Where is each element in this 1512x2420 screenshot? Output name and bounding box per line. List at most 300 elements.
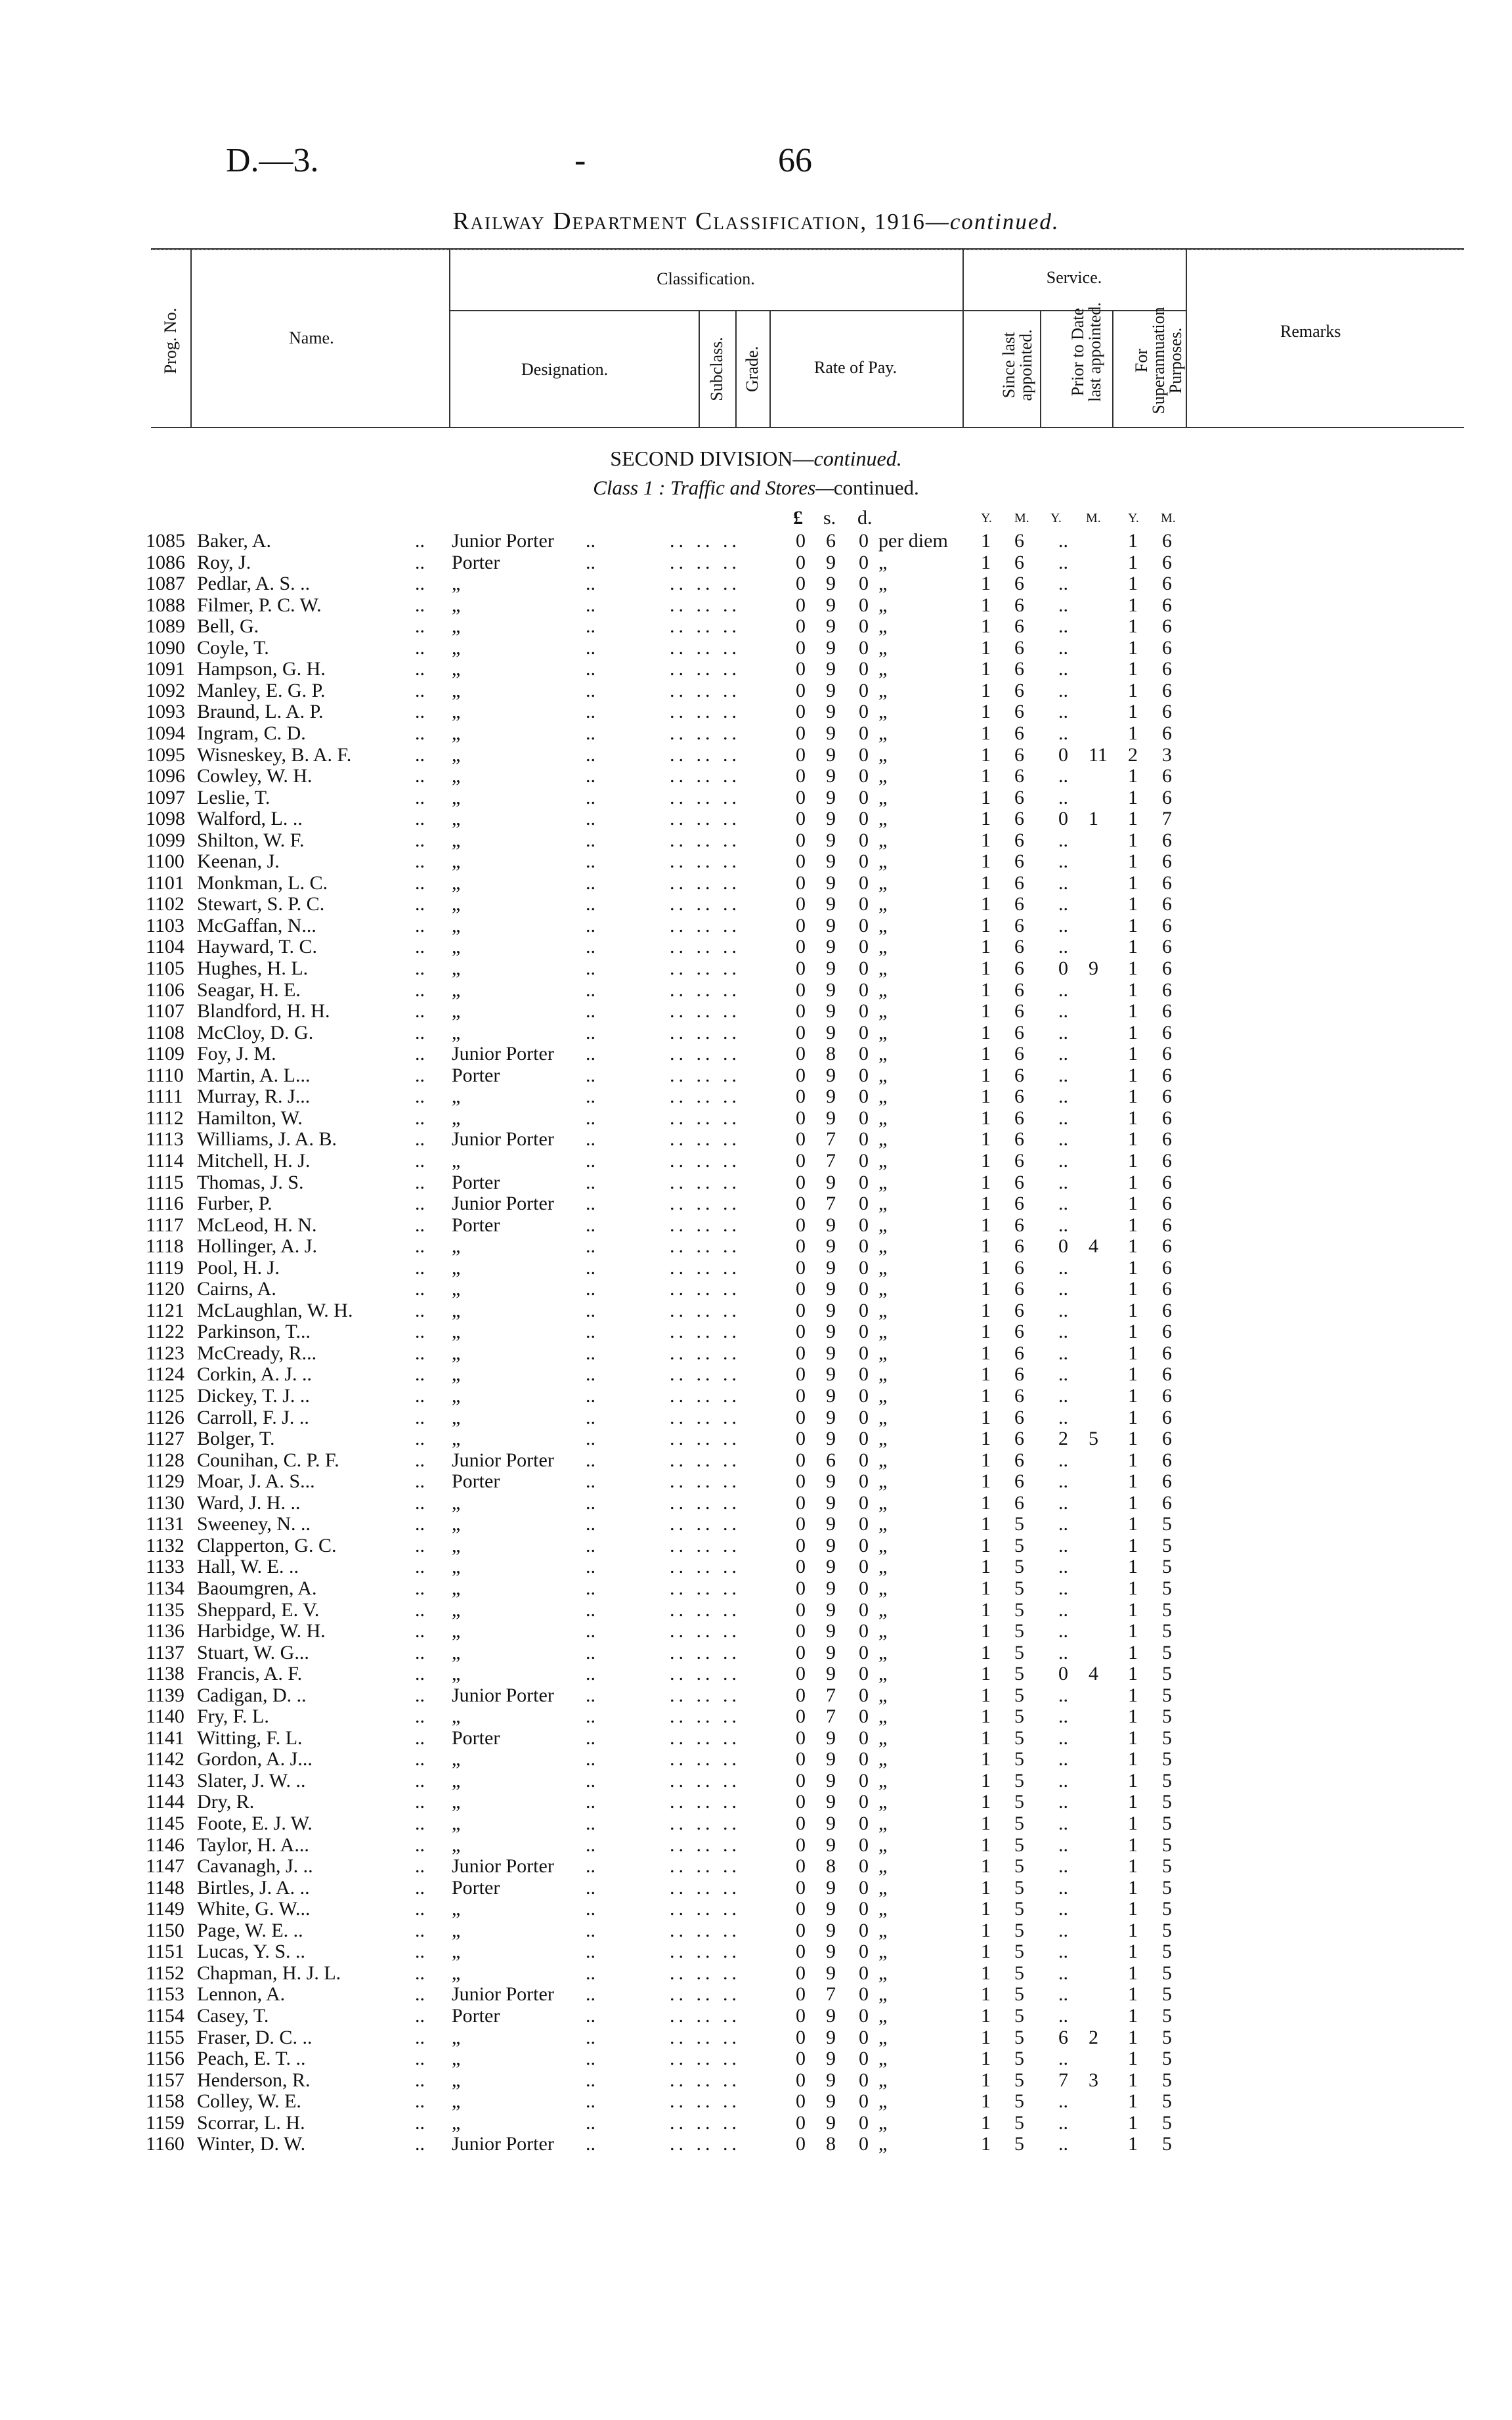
table-row	[0, 701, 1512, 723]
super-years: 1	[1128, 1641, 1138, 1663]
super-months: 5	[1162, 1684, 1172, 1706]
pay-pence: 0	[859, 829, 869, 851]
since-years: 1	[981, 1086, 991, 1108]
since-years: 1	[981, 893, 991, 915]
table-row	[0, 573, 1512, 595]
pay-pence: 0	[859, 1321, 869, 1343]
super-years: 1	[1128, 1406, 1138, 1428]
since-years: 1	[981, 2090, 991, 2113]
leader-dots: ..	[415, 1363, 425, 1386]
since-months: 6	[1014, 1021, 1024, 1044]
pay-pence: 0	[859, 1727, 869, 1749]
pay-pounds: 0	[796, 808, 806, 830]
leader-dots: ..	[586, 1193, 595, 1215]
since-years: 1	[981, 1385, 991, 1407]
pay-pounds: 0	[796, 936, 806, 958]
prior-years: ..	[1058, 1684, 1068, 1706]
super-months: 5	[1162, 1513, 1172, 1535]
page-title-year: , 1916—	[860, 209, 950, 234]
prior-years: ..	[1058, 1043, 1068, 1065]
pay-period: „	[878, 808, 888, 830]
leader-dots: ..	[415, 1086, 425, 1108]
leader-dots: ..	[415, 594, 425, 616]
leader-dots: ..	[586, 850, 595, 873]
designation: „	[452, 829, 461, 851]
super-months: 6	[1162, 1278, 1172, 1300]
leader-dots: ..	[415, 1663, 425, 1685]
pay-shillings: 9	[826, 701, 836, 723]
name: McCloy, D. G.	[197, 1021, 314, 1044]
since-months: 6	[1014, 636, 1024, 659]
super-years: 1	[1128, 551, 1138, 573]
pay-period: „	[878, 1086, 888, 1108]
since-months: 5	[1014, 1684, 1024, 1706]
super-months: 5	[1162, 1791, 1172, 1813]
pay-pence: 0	[859, 1641, 869, 1663]
leader-dots: ..	[415, 573, 425, 595]
designation: „	[452, 1491, 461, 1514]
pay-period: „	[878, 1299, 888, 1321]
designation: „	[452, 1577, 461, 1599]
leader-dots: ..	[586, 1919, 595, 1941]
table-row	[0, 1108, 1512, 1130]
prog-no: 1140	[146, 1705, 184, 1728]
pay-shillings: 9	[826, 679, 836, 701]
since-months: 6	[1014, 1256, 1024, 1279]
prog-no: 1090	[146, 636, 185, 659]
header-prog-no: Prog. No.	[161, 307, 180, 374]
prog-no: 1093	[146, 701, 185, 723]
prior-years: ..	[1058, 1876, 1068, 1899]
pay-period: „	[878, 1983, 888, 2006]
leader-dots: .. .. ..	[670, 1043, 741, 1065]
prog-no: 1099	[146, 829, 185, 851]
leader-dots: .. .. ..	[670, 1962, 741, 1984]
pay-pounds: 0	[796, 765, 806, 787]
designation: Porter	[452, 1470, 500, 1493]
pay-pence: 0	[859, 2133, 869, 2155]
since-months: 5	[1014, 1727, 1024, 1749]
pay-pence: 0	[859, 1898, 869, 1920]
leader-dots: .. .. ..	[670, 1834, 741, 1856]
leader-dots: ..	[586, 1941, 595, 1963]
prior-months: 11	[1089, 743, 1108, 766]
leader-dots: .. .. ..	[670, 1941, 741, 1963]
leader-dots: ..	[415, 1791, 425, 1813]
pay-period: „	[878, 1021, 888, 1044]
pay-period: „	[878, 1919, 888, 1941]
leader-dots: .. .. ..	[670, 551, 741, 573]
since-years: 1	[981, 1748, 991, 1771]
leader-dots: ..	[415, 1941, 425, 1963]
leader-dots: ..	[415, 914, 425, 936]
table-row	[0, 1129, 1512, 1151]
super-years: 1	[1128, 1705, 1138, 1728]
designation: „	[452, 1513, 461, 1535]
pay-shillings: 9	[826, 551, 836, 573]
super-months: 6	[1162, 829, 1172, 851]
table-row	[0, 1343, 1512, 1365]
prog-no: 1146	[146, 1834, 184, 1856]
division-title-main: SECOND DIVISION—	[610, 447, 814, 470]
pay-period: „	[878, 1256, 888, 1279]
prog-no: 1096	[146, 765, 185, 787]
pay-shillings: 9	[826, 743, 836, 766]
designation: „	[452, 914, 461, 936]
pay-pence: 0	[859, 979, 869, 1001]
prior-years: ..	[1058, 1534, 1068, 1556]
leader-dots: ..	[586, 1791, 595, 1813]
table-row	[0, 894, 1512, 915]
table-row	[0, 1386, 1512, 1407]
prior-years: ..	[1058, 871, 1068, 894]
since-years: 1	[981, 1813, 991, 1834]
prior-years: ..	[1058, 1577, 1068, 1599]
name: Pool, H. J.	[197, 1256, 280, 1279]
leader-dots: ..	[415, 658, 425, 680]
prog-no: 1122	[146, 1321, 184, 1343]
pay-pence: 0	[859, 1235, 869, 1258]
leader-dots: ..	[586, 2133, 595, 2155]
since-months: 5	[1014, 1577, 1024, 1599]
super-years: 1	[1128, 829, 1138, 851]
designation: „	[452, 1898, 461, 1920]
pay-period: „	[878, 1171, 888, 1193]
pay-pence: 0	[859, 936, 869, 958]
designation: „	[452, 1021, 461, 1044]
since-months: 5	[1014, 1876, 1024, 1899]
pay-shillings: 9	[826, 979, 836, 1001]
pay-shillings: 9	[826, 658, 836, 680]
prog-no: 1148	[146, 1876, 184, 1899]
table-row	[0, 745, 1512, 766]
pay-shillings: 9	[826, 2069, 836, 2091]
leader-dots: .. .. ..	[670, 1727, 741, 1749]
since-years: 1	[981, 1171, 991, 1193]
table-row	[0, 1215, 1512, 1237]
leader-dots: ..	[586, 1641, 595, 1663]
pay-pounds: 0	[796, 871, 806, 894]
since-months: 5	[1014, 1919, 1024, 1941]
pay-shillings: 9	[826, 1813, 836, 1834]
super-months: 6	[1162, 1086, 1172, 1108]
pay-pounds: 0	[796, 701, 806, 723]
leader-dots: ..	[415, 1149, 425, 1172]
leader-dots: .. .. ..	[670, 1299, 741, 1321]
unit-since-m: M.	[1014, 511, 1029, 525]
since-months: 5	[1014, 2026, 1024, 2048]
prior-years: ..	[1058, 1834, 1068, 1856]
pay-shillings: 9	[826, 722, 836, 744]
prior-years: ..	[1058, 551, 1068, 573]
since-months: 5	[1014, 1748, 1024, 1771]
pay-pence: 0	[859, 850, 869, 873]
name: McGaffan, N...	[197, 914, 316, 936]
leader-dots: ..	[586, 1321, 595, 1343]
name: Hall, W. E. ..	[197, 1556, 299, 1578]
pay-shillings: 9	[826, 914, 836, 936]
pay-pence: 0	[859, 1064, 869, 1086]
leader-dots: ..	[415, 1214, 425, 1236]
since-months: 6	[1014, 850, 1024, 873]
name: Lennon, A.	[197, 1983, 286, 2006]
header-divider-service	[1186, 248, 1187, 427]
pay-pence: 0	[859, 893, 869, 915]
designation: „	[452, 893, 461, 915]
prior-years: ..	[1058, 893, 1068, 915]
leader-dots: ..	[586, 658, 595, 680]
class-title-continued: continued.	[833, 476, 919, 499]
super-months: 6	[1162, 1000, 1172, 1023]
table-row	[0, 980, 1512, 1001]
since-months: 5	[1014, 2004, 1024, 2027]
pay-period: „	[878, 658, 888, 680]
pay-period: „	[878, 829, 888, 851]
leader-dots: ..	[586, 1278, 595, 1300]
designation: „	[452, 1278, 461, 1300]
leader-dots: ..	[586, 1299, 595, 1321]
table-row	[0, 638, 1512, 659]
prior-years: 6	[1058, 2026, 1068, 2048]
pay-pounds: 0	[796, 1834, 806, 1856]
super-months: 5	[1162, 1962, 1172, 1984]
leader-dots: ..	[415, 1449, 425, 1471]
prog-no: 1143	[146, 1769, 184, 1792]
super-months: 6	[1162, 936, 1172, 958]
prior-years: ..	[1058, 1363, 1068, 1386]
prog-no: 1154	[146, 2004, 184, 2027]
prog-no: 1134	[146, 1577, 184, 1599]
pay-pounds: 0	[796, 2004, 806, 2027]
prior-years: ..	[1058, 722, 1068, 744]
pay-shillings: 8	[826, 1855, 836, 1878]
designation: „	[452, 1620, 461, 1642]
pay-pounds: 0	[796, 1727, 806, 1749]
table-row	[0, 1621, 1512, 1642]
designation: „	[452, 573, 461, 595]
pay-pounds: 0	[796, 1705, 806, 1728]
name: Parkinson, T...	[197, 1321, 311, 1343]
pay-pounds: 0	[796, 1962, 806, 1984]
super-years: 1	[1128, 1321, 1138, 1343]
table-row	[0, 1556, 1512, 1578]
designation: „	[452, 1149, 461, 1172]
since-years: 1	[981, 658, 991, 680]
since-years: 1	[981, 1834, 991, 1856]
pay-period: „	[878, 1278, 888, 1300]
super-years: 1	[1128, 701, 1138, 723]
designation: „	[452, 701, 461, 723]
prog-no: 1124	[146, 1363, 184, 1386]
since-years: 1	[981, 1449, 991, 1471]
pay-period: „	[878, 1962, 888, 1984]
super-years: 1	[1128, 1855, 1138, 1878]
pay-pence: 0	[859, 1919, 869, 1941]
name: Ward, J. H. ..	[197, 1491, 301, 1514]
pay-shillings: 8	[826, 1043, 836, 1065]
unit-prior-y: Y.	[1050, 511, 1062, 525]
pay-pence: 0	[859, 530, 869, 552]
pay-period: „	[878, 1941, 888, 1963]
leader-dots: .. .. ..	[670, 573, 741, 595]
name: Peach, E. T. ..	[197, 2048, 306, 2070]
prior-years: ..	[1058, 829, 1068, 851]
leader-dots: .. .. ..	[670, 829, 741, 851]
prog-no: 1138	[146, 1663, 184, 1685]
super-months: 3	[1162, 743, 1172, 766]
unit-super-y: Y.	[1128, 511, 1139, 525]
prior-years: ..	[1058, 1385, 1068, 1407]
leader-dots: .. .. ..	[670, 701, 741, 723]
table-row	[0, 1642, 1512, 1664]
prog-no: 1123	[146, 1342, 184, 1364]
leader-dots: .. .. ..	[670, 1684, 741, 1706]
super-years: 1	[1128, 1663, 1138, 1685]
designation: „	[452, 1663, 461, 1685]
prog-no: 1132	[146, 1534, 184, 1556]
leader-dots: ..	[415, 1620, 425, 1642]
pay-pounds: 0	[796, 2111, 806, 2134]
leader-dots: .. .. ..	[670, 1513, 741, 1535]
pay-period: „	[878, 1235, 888, 1258]
table-row	[0, 1535, 1512, 1557]
header-divider-designation	[699, 310, 700, 427]
super-years: 1	[1128, 1983, 1138, 2006]
prior-months: 2	[1089, 2026, 1098, 2048]
pay-shillings: 9	[826, 594, 836, 616]
since-months: 6	[1014, 1086, 1024, 1108]
designation: Porter	[452, 1171, 500, 1193]
since-months: 6	[1014, 615, 1024, 638]
pay-period: „	[878, 743, 888, 766]
prog-no: 1117	[146, 1214, 184, 1236]
pay-shillings: 9	[826, 871, 836, 894]
leader-dots: ..	[586, 1684, 595, 1706]
leader-dots: ..	[586, 1428, 595, 1450]
pay-pence: 0	[859, 551, 869, 573]
name: Bolger, T.	[197, 1428, 275, 1450]
super-months: 6	[1162, 1214, 1172, 1236]
leader-dots: ..	[415, 1278, 425, 1300]
page-title-continued: continued.	[949, 209, 1060, 234]
prog-no: 1150	[146, 1919, 184, 1941]
prior-years: ..	[1058, 1000, 1068, 1023]
super-years: 1	[1128, 1021, 1138, 1044]
leader-dots: ..	[586, 2111, 595, 2134]
leader-dots: ..	[415, 871, 425, 894]
pay-pence: 0	[859, 1577, 869, 1599]
since-months: 6	[1014, 1278, 1024, 1300]
pay-shillings: 9	[826, 1363, 836, 1386]
leader-dots: ..	[415, 1855, 425, 1878]
pay-period: „	[878, 1813, 888, 1834]
prior-years: ..	[1058, 2090, 1068, 2113]
leader-dots: .. .. ..	[670, 1000, 741, 1023]
leader-dots: ..	[415, 1256, 425, 1279]
leader-dots: .. .. ..	[670, 1898, 741, 1920]
super-months: 5	[1162, 1983, 1172, 2006]
leader-dots: ..	[415, 1470, 425, 1493]
since-months: 6	[1014, 765, 1024, 787]
division-title-continued: continued.	[813, 447, 902, 470]
super-years: 1	[1128, 1556, 1138, 1578]
super-months: 6	[1162, 1321, 1172, 1343]
designation: „	[452, 1385, 461, 1407]
leader-dots: .. .. ..	[670, 1363, 741, 1386]
prog-no: 1133	[146, 1556, 184, 1578]
leader-dots: ..	[586, 2090, 595, 2113]
super-years: 1	[1128, 1727, 1138, 1749]
name: Fraser, D. C. ..	[197, 2026, 313, 2048]
since-years: 1	[981, 1983, 991, 2006]
since-years: 1	[981, 2111, 991, 2134]
leader-dots: ..	[586, 743, 595, 766]
leader-dots: .. .. ..	[670, 658, 741, 680]
pay-shillings: 9	[826, 615, 836, 638]
super-months: 5	[1162, 2090, 1172, 2113]
name: Blandford, H. H.	[197, 1000, 330, 1023]
super-years: 1	[1128, 1898, 1138, 1920]
leader-dots: ..	[415, 679, 425, 701]
leader-dots: ..	[415, 1406, 425, 1428]
since-months: 5	[1014, 2133, 1024, 2155]
since-months: 6	[1014, 1491, 1024, 1514]
pay-shillings: 9	[826, 765, 836, 787]
since-years: 1	[981, 2026, 991, 2048]
super-months: 5	[1162, 1641, 1172, 1663]
leader-dots: .. .. ..	[670, 1321, 741, 1343]
super-months: 6	[1162, 615, 1172, 638]
designation: „	[452, 1321, 461, 1343]
leader-dots: ..	[586, 979, 595, 1001]
prior-years: ..	[1058, 1855, 1068, 1878]
leader-dots: ..	[415, 1556, 425, 1578]
pay-pence: 0	[859, 2090, 869, 2113]
since-years: 1	[981, 1941, 991, 1963]
pay-pence: 0	[859, 1876, 869, 1899]
prior-years: 7	[1058, 2069, 1068, 2091]
designation: „	[452, 957, 461, 979]
pay-period: „	[878, 979, 888, 1001]
super-years: 1	[1128, 1491, 1138, 1514]
division-title	[0, 447, 1512, 471]
pay-pounds: 0	[796, 573, 806, 595]
pay-shillings: 9	[826, 1256, 836, 1279]
leader-dots: ..	[415, 743, 425, 766]
prior-years: ..	[1058, 1769, 1068, 1792]
since-months: 6	[1014, 1064, 1024, 1086]
pay-pounds: 0	[796, 1941, 806, 1963]
since-years: 1	[981, 1684, 991, 1706]
super-years: 1	[1128, 1769, 1138, 1792]
prog-no: 1139	[146, 1684, 184, 1706]
pay-period: „	[878, 871, 888, 894]
leader-dots: ..	[415, 1962, 425, 1984]
name: Hampson, G. H.	[197, 658, 326, 680]
since-years: 1	[981, 1278, 991, 1300]
table-row	[0, 1321, 1512, 1343]
super-years: 1	[1128, 850, 1138, 873]
name: White, G. W...	[197, 1898, 311, 1920]
leader-dots: ..	[415, 1813, 425, 1834]
table-row	[0, 680, 1512, 702]
header-bottom-rule	[151, 427, 1464, 428]
pay-pounds: 0	[796, 1235, 806, 1258]
pay-period: „	[878, 1598, 888, 1621]
super-years: 1	[1128, 979, 1138, 1001]
super-months: 6	[1162, 658, 1172, 680]
leader-dots: ..	[586, 1363, 595, 1386]
